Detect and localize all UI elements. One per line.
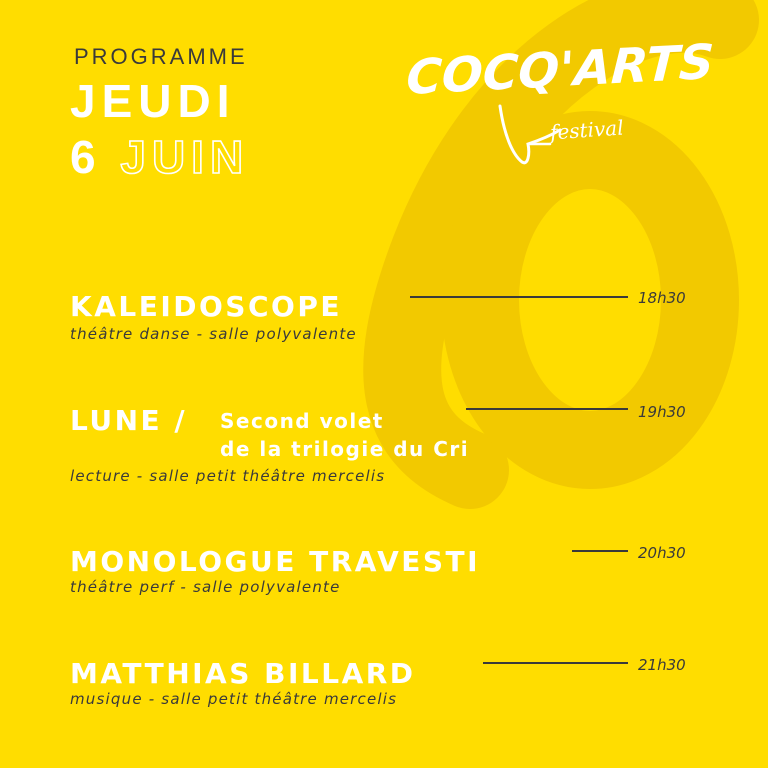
- event-time: 18h30: [638, 289, 686, 307]
- event-divider-line: [466, 408, 628, 410]
- festival-logo: [400, 33, 716, 174]
- event-divider-line: [572, 550, 628, 552]
- programme-label: PROGRAMME: [74, 44, 248, 69]
- event-subtitle-line2: de la trilogie du Cri: [220, 437, 470, 461]
- event-description: théâtre danse - salle polyvalente: [70, 325, 357, 343]
- event-title: KALEIDOSCOPE: [70, 290, 342, 323]
- logo-subtitle: festival: [549, 115, 625, 145]
- event-title: MONOLOGUE TRAVESTI: [70, 545, 481, 578]
- event-time: 20h30: [638, 544, 686, 562]
- logo-swash-icon: [400, 44, 700, 174]
- event-divider-line: [410, 296, 628, 298]
- event-subtitle-line1: Second volet: [220, 409, 384, 433]
- event-description: musique - salle petit théâtre mercelis: [70, 690, 398, 708]
- event-time: 21h30: [638, 656, 686, 674]
- day-heading: JEUDI: [70, 75, 236, 127]
- logo-wordmark: COCQ'ARTS: [405, 33, 716, 106]
- event-description: théâtre perf - salle polyvalente: [70, 578, 341, 596]
- event-description: lecture - salle petit théâtre mercelis: [70, 467, 386, 485]
- event-title: MATTHIAS BILLARD: [70, 657, 416, 690]
- event-divider-line: [483, 662, 628, 664]
- date-number: 6: [70, 131, 102, 183]
- event-title: LUNE /: [70, 404, 188, 437]
- date-month: JUIN: [120, 131, 250, 183]
- event-time: 19h30: [638, 403, 686, 421]
- date-heading: [70, 131, 250, 183]
